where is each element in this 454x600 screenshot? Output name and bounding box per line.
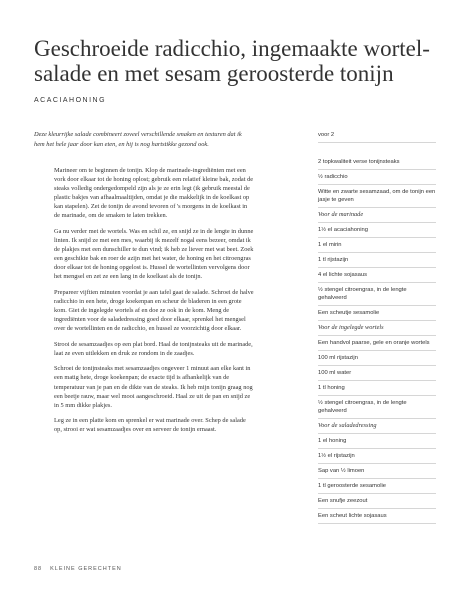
section-name: KLEINE GERECHTEN	[50, 566, 122, 572]
recipe-title: Geschroeide radicchio, ingemaakte wortel-salade en met sesam geroosterde tonijn	[34, 36, 430, 86]
method-paragraph: Marineer om te beginnen de tonijn. Klop de marinade-ingrediënten met een vork door elkaar tot de honing oplost; gebruik een relatief kleine bak, zodat de steaks volledig ondergedompeld zijn als je ze erin legt (ik gebruik meestal de plastic bakjes van afhaalmaaltijden, omdat je die makkelijk in de koelkast op kan stapelen). Zet de tonijn de avond tevoren of 's morgens in de koelkast in de marinade, om de smaken te laten trekken.	[54, 167, 254, 220]
method-paragraph: Prepareer vijftien minuten voordat je aan tafel gaat de salade. Schroei de halve radicchio in een hete, droge koekenpan en scheur de bladeren in een grote kom. Giet de ingelegde wortels af en doe ze ook in de kom. Meng de ingrediënten voor de saladedressing goed door elkaar, sprenkel het mengsel over de wortellinten en de radicchio, en hussel ze voorzichtig door elkaar.	[54, 288, 254, 333]
ingredient-item: 1 tl honing	[318, 381, 436, 396]
method-paragraph: Leg ze in een platte kom en sprenkel er wat marinade over. Schep de salade op, strooi er wat sesamzaadjes over en serveer de tonijn ernaast.	[54, 417, 246, 434]
ingredient-list	[318, 128, 436, 524]
ingredient-section-heading: Voor de saladedressing	[318, 419, 436, 434]
ingredient-item: 100 ml rijstazijn	[318, 351, 436, 366]
recipe-method	[54, 166, 254, 441]
ingredient-section-heading: Voor de ingelegde wortels	[318, 321, 436, 336]
servings: voor 2	[318, 128, 436, 143]
recipe-intro: Deze kleurrijke salade combineert zoveel verschillende smaken en texturen dat ik hem het hele jaar door kan eten, en hij is nog hartstikke gezond ook.	[34, 131, 242, 148]
ingredient-item: 1 tl rijstazijn	[318, 253, 436, 268]
method-paragraph: Ga nu verder met de wortels. Was en schil ze, en snijd ze in de lengte in dunne linten. Ik snijd ze met een mes, waarbij ik mezelf nogal eens bezeer, omdat ik de plakjes met een dunschiller te dun vind; ik heb ze liever met wat beet. Zoek een geschikte bak en roer de azijn met het water, de honing en het citroengras door elkaar tot de honing opgelost is. Hussel de wortellinten vervolgens door het mengsel en zet ze een lang in de koelkast als de tonijn.	[54, 227, 254, 281]
method-paragraph: Strooi de sesamzaadjes op een plat bord. Haal de tonijnsteaks uit de marinade, laat ze even uitlekken en druk ze rondom in de zaadjes.	[54, 340, 253, 357]
ingredient-item: 4 el lichte sojasaus	[318, 268, 436, 283]
ingredient-item: ½ stengel citroengras, in de lengte gehalveerd	[318, 396, 436, 419]
ingredient-section-heading: Voor de marinade	[318, 208, 436, 223]
page-footer	[34, 566, 130, 572]
recipe-subtitle: ACACIAHONING	[34, 97, 107, 104]
ingredient-item: Een handvol paarse, gele en oranje wortels	[318, 336, 436, 351]
ingredient-item: 1 tl geroosterde sesamolie	[318, 479, 436, 494]
ingredient-item: 2 topkwaliteit verse tonijnsteaks	[318, 155, 436, 170]
ingredient-item: 1 el mirin	[318, 238, 436, 253]
ingredient-item: ½ radicchio	[318, 170, 436, 185]
ingredient-item: Witte en zwarte sesamzaad, om de tonijn een jasje te geven	[318, 185, 436, 208]
ingredient-spacer	[318, 143, 436, 155]
ingredient-item: 1½ el rijstazijn	[318, 449, 436, 464]
ingredient-item: Sap van ½ limoen	[318, 464, 436, 479]
ingredient-item: ½ stengel citroengras, in de lengte gehalveerd	[318, 283, 436, 306]
ingredient-item: Een scheut lichte sojasaus	[318, 509, 436, 524]
ingredient-item: Een snufje zeezout	[318, 494, 436, 509]
ingredient-item: 1 el honing	[318, 434, 436, 449]
ingredient-item: Een scheutje sesamolie	[318, 306, 436, 321]
method-paragraph: Schroei de tonijnsteaks met sesamzaadjes ongeveer 1 minuut aan elke kant in een matig hete, droge koekenpan; de exacte tijd is afhankelijk van de temperatuur van je pan en de dikte van de steaks. Ik heb mijn tonijn graag nog een beetje rauw, maar wel mooi aangeschroeid. Haal ze uit de pan en snijd ze in 5 mm dikke plakjes.	[54, 365, 253, 409]
ingredient-item: 1½ el acaciahoning	[318, 223, 436, 238]
page-number: 88	[34, 566, 43, 572]
ingredient-item: 100 ml water	[318, 366, 436, 381]
